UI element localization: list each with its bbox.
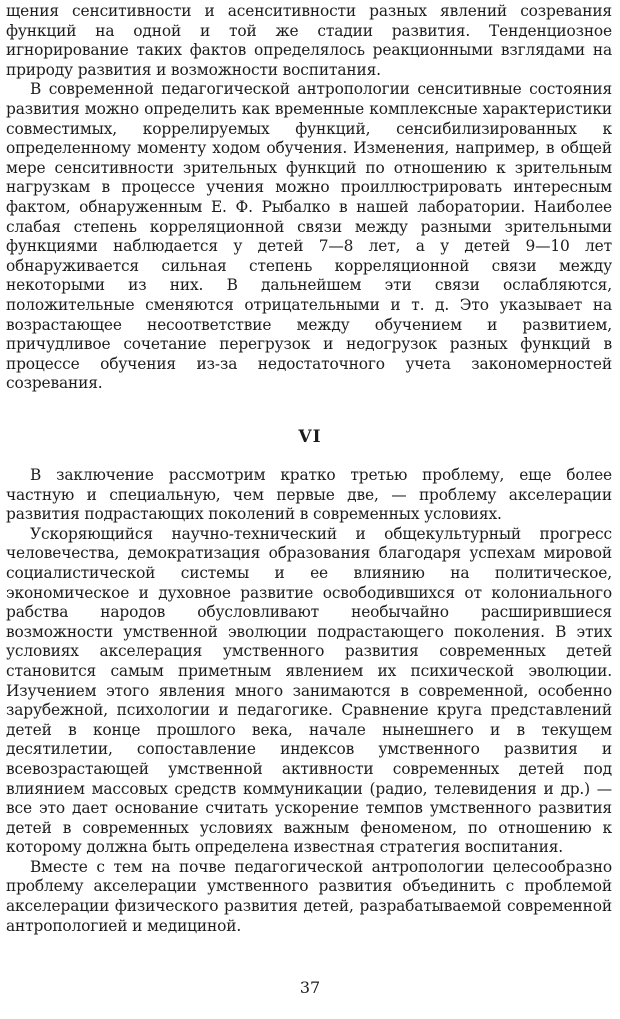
paragraph-physical-acceleration: Вместе с тем на почве педагогической антропологии целесообразно проблему акселерации умственного развития объединить с проблемой акселерации физического развития детей, разрабатываемой современной антропологией и медициной. bbox=[6, 857, 612, 935]
section-heading: VI bbox=[298, 427, 322, 447]
paragraph-continued: щения сенситивности и асенситивности разных явлений созревания функций на одной и той же стадии развития. Тенденциозное игнорирование таких фактов определялось реакционными взглядами на природу развития и возможности воспитания. bbox=[6, 2, 612, 79]
text-block-before-section bbox=[6, 2, 612, 394]
page-number: 37 bbox=[299, 978, 321, 997]
paragraph-sensitive-states: В современной педагогической антропологии сенситивные состояния развития можно определить как временные комплексные характеристики совместимых, коррелируемых функций, сенсибилизированных к определенному моменту ходом обучения. Изменения, например, в общей мере сенситивности зрительных функций по отношению к зрительным нагрузкам в процессе учения можно проиллюстрировать интересным фактом, обнаруженным Е. Ф. Рыбалко в нашей лаборатории. Наиболее слабая степень корреляционной связи между разными зрительными функциями наблюдается у детей 7—8 лет, а у детей 9—10 лет обнаруживается сильная степень корреляционной связи между некоторыми из них. В дальнейшем эти связи ослабляются, положительные сменяются отрицательными и т. д. Это указывает на возрастающее несоответствие между обучением и развитием, причудливое сочетание перегрузок и недогрузок разных функций в процессе обучения из-за недостаточного учета закономерностей созревания. bbox=[6, 80, 612, 393]
paragraph-acceleration: Ускоряющийся научно-технический и общекультурный прогресс человечества, демократизация образования благодаря успехам мировой социалистической системы и ее влиянию на политическое, экономическое и духовное развитие освободившихся от колониального рабства народов обусловливают необычайно расширившиеся возможности умственной эволюции подрастающего поколения. В этих условиях акселерация умственного развития современных детей становится самым приметным явлением их психической эволюции. Изучением этого явления много занимаются в современной, особенно зарубежной, психологии и педагогике. Сравнение круга представлений детей в конце прошлого века, начале нынешнего и в текущем десятилетии, сопоставление индексов умственного развития и всевозрастающей умственной активности современных детей под влиянием массовых средств коммуникации (радио, телевидения и др.) — все это дает основание считать ускорение темпов умственного развития детей в современных условиях важным феноменом, по отношению к которому должна быть определена известная стратегия воспитания. bbox=[6, 524, 612, 857]
text-block-section-six bbox=[6, 466, 612, 936]
paragraph-conclusion-intro: В заключение рассмотрим кратко третью проблему, еще более частную и специальную, чем первые две, — проблему акселерации развития подрастающих поколений в современных условиях. bbox=[6, 466, 612, 524]
